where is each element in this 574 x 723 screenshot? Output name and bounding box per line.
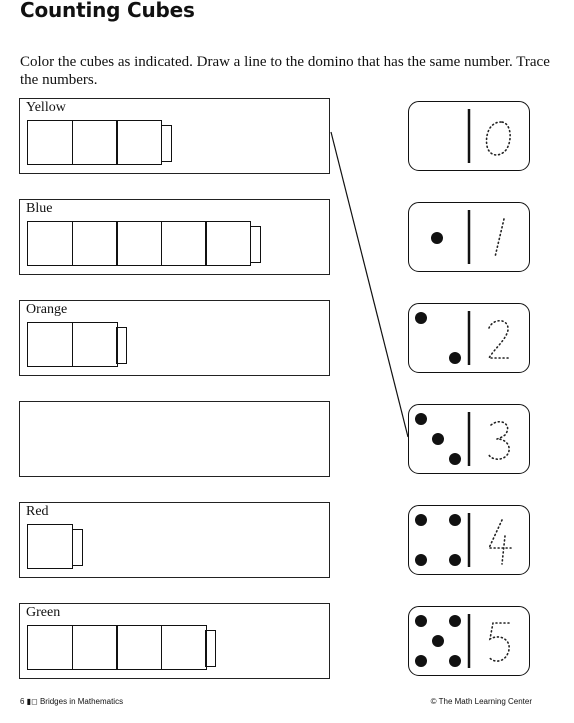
cube[interactable] [205,221,251,266]
cube[interactable] [27,625,73,670]
domino-1[interactable] [408,202,530,272]
traced-numeral-2[interactable] [489,321,509,358]
cube[interactable] [116,120,162,165]
traced-numeral-5[interactable] [489,623,509,661]
domino-pip [432,433,444,445]
cube-row-box [19,199,330,275]
domino-pip [449,352,461,364]
cube-connector-nub [205,630,216,667]
color-label: Orange [26,302,68,317]
traced-numeral-4[interactable] [489,520,511,564]
domino-face [409,102,529,170]
example-connection-line [331,132,408,437]
color-label: Red [26,504,49,519]
cube[interactable] [27,322,73,367]
color-label: Green [26,605,61,620]
domino-pip [415,514,427,526]
domino-face [409,203,529,271]
cube[interactable] [27,221,73,266]
cube-train [27,322,127,369]
cube[interactable] [72,120,118,165]
cube-row-box [19,502,330,578]
domino-pip [449,655,461,667]
traced-numeral-1[interactable] [495,219,504,257]
cube[interactable] [27,120,73,165]
cube[interactable] [27,524,73,569]
cube[interactable] [72,221,118,266]
domino-face [409,304,529,372]
domino-face [409,506,529,574]
domino-face [409,607,529,675]
cube-row-box [19,300,330,376]
domino-face [409,405,529,473]
cube-connector-nub [161,125,172,162]
domino-pip [432,635,444,647]
cube[interactable] [72,322,118,367]
cube-connector-nub [72,529,83,566]
cube-train [27,120,172,167]
domino-0[interactable] [408,101,530,171]
cube-train [27,625,216,672]
traced-numeral-0[interactable] [487,122,511,155]
domino-pip [415,655,427,667]
domino-3[interactable] [408,404,530,474]
cube-connector-nub [250,226,261,263]
cube-train [27,221,261,268]
domino-pip [415,312,427,324]
cube[interactable] [72,625,118,670]
cube[interactable] [116,625,162,670]
cube-train [27,524,83,571]
domino-pip [415,413,427,425]
domino-pip [415,615,427,627]
footer-left: 6 ▮◻ Bridges in Mathematics [20,697,124,706]
cube-row-box [19,603,330,679]
domino-pip [449,453,461,465]
domino-5[interactable] [408,606,530,676]
domino-4[interactable] [408,505,530,575]
cube-row-box [19,401,330,477]
cube-connector-nub [116,327,127,364]
traced-numeral-3[interactable] [489,422,509,459]
page-title: Counting Cubes [20,0,195,22]
domino-pip [415,554,427,566]
domino-pip [449,554,461,566]
footer-right: © The Math Learning Center [430,697,532,706]
domino-2[interactable] [408,303,530,373]
cube[interactable] [161,625,207,670]
color-label: Blue [26,201,53,216]
cube-row-box [19,98,330,174]
instructions: Color the cubes as indicated. Draw a line to the domino that has the same number. Trace the numbers. [20,54,550,88]
domino-pip [449,514,461,526]
domino-pip [449,615,461,627]
color-label: Yellow [26,100,66,115]
cube[interactable] [116,221,162,266]
cube[interactable] [161,221,207,266]
domino-pip [431,232,443,244]
